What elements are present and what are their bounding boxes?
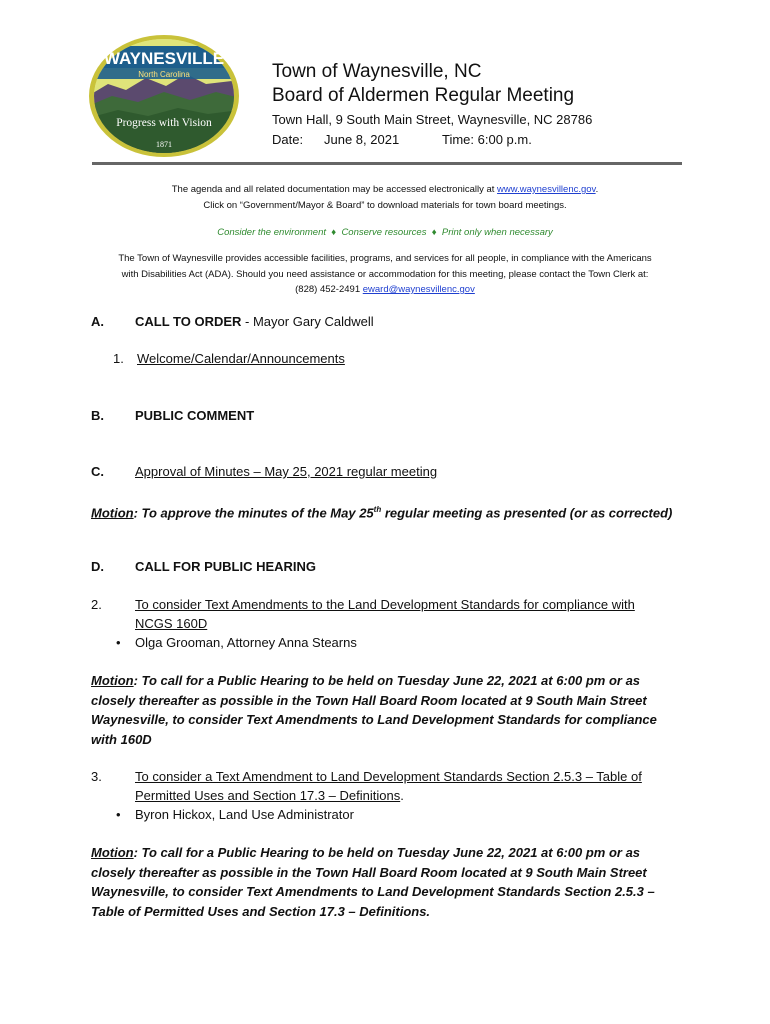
motion-line-2: closely thereafter as possible in the Town Hall Board Room located at 9 South Main Street (91, 692, 647, 708)
call-to-order: CALL TO ORDER (135, 314, 242, 329)
item-2-title-line-2: NCGS 160D (135, 616, 208, 631)
section-b-letter: B. (91, 408, 104, 423)
environment-notice (80, 225, 690, 241)
title-town: Town of Waynesville, NC (272, 61, 482, 82)
motion-text-end: regular meeting as presented (or as corrected) (381, 505, 673, 521)
motion-label: Motion (91, 673, 134, 688)
ada-line-1: The Town of Waynesville provides accessible facilities, programs, and services for all people, in compliance with the Americans (118, 253, 652, 264)
title-meeting: Board of Aldermen Regular Meeting (272, 85, 575, 106)
time-value: Time: 6:00 p.m. (442, 132, 532, 147)
motion-line-1: : To call for a Public Hearing to be held on Tuesday June 22, 2021 at 6:00 pm or as (133, 845, 641, 860)
clerk-email-link[interactable]: eward@waynesvillenc.gov (362, 284, 475, 295)
item-2-presenters: Olga Grooman, Attorney Anna Stearns (135, 635, 357, 650)
env-consider: Consider the environment (217, 227, 327, 238)
env-conserve: Conserve resources (341, 227, 427, 238)
website-link[interactable]: www.waynesvillenc.gov (497, 184, 596, 195)
mayor-name: - Mayor Gary Caldwell (241, 314, 374, 329)
bullet-icon: • (116, 807, 121, 822)
motion-line-3: Waynesville, to consider Text Amendments to Land Development Standards Section 2.5.3 – (91, 884, 655, 899)
access-suffix: . (595, 184, 599, 195)
diamond-icon: ♦ (429, 227, 440, 238)
ada-notice (80, 251, 690, 298)
motion-line-4: with 160D (91, 731, 152, 747)
access-text: The agenda and all related documentation may be accessed electronically at (171, 184, 498, 195)
page-title (272, 60, 574, 108)
meeting-datetime (272, 130, 592, 150)
item-3-title-line-2 (135, 786, 404, 805)
motion-item-3 (91, 843, 683, 921)
section-b-title: PUBLIC COMMENT (135, 408, 255, 423)
download-instructions: Click on “Government/Mayor & Board” to download materials for town board meetings. (203, 199, 567, 211)
item-1-title: Welcome/Calendar/Announcements (137, 351, 345, 366)
motion-label: Motion (91, 505, 134, 521)
item-3-number: 3. (91, 769, 102, 784)
logo-motto: Progress with Vision (116, 117, 212, 129)
access-notice (80, 182, 690, 213)
item-3-title-line-1: To consider a Text Amendment to Land Development Standards Section 2.5.3 – Table of (135, 769, 642, 784)
item-1-number: 1. (113, 351, 124, 366)
ada-line-2: with Disabilities Act (ADA). Should you need assistance or accommodation for this meeting, please contact the Town Clerk at: (121, 268, 649, 280)
bullet-icon: • (116, 635, 121, 650)
item-3-presenter: Byron Hickox, Land Use Administrator (135, 807, 354, 822)
motion-line-3: Waynesville, to consider Text Amendments to Land Development Standards for compliance (91, 712, 657, 727)
diamond-icon: ♦ (328, 227, 339, 238)
section-c-title: Approval of Minutes – May 25, 2021 regular meeting (135, 464, 438, 479)
motion-line-2: closely thereafter as possible in the Town Hall Board Room located at 9 South Main Street (91, 864, 647, 880)
item-2-title-line-1: To consider Text Amendments to the Land Development Standards for compliance with (135, 597, 635, 612)
logo-state: North Carolina (138, 70, 190, 79)
logo-town-name: WAYNESVILLE (103, 49, 225, 68)
item-3-title-end: . (400, 788, 404, 803)
meeting-details (272, 110, 592, 150)
section-d-title: CALL FOR PUBLIC HEARING (135, 559, 317, 574)
motion-item-2 (91, 671, 683, 749)
section-d-letter: D. (91, 559, 104, 574)
env-print: Print only when necessary (441, 227, 553, 238)
meeting-location: Town Hall, 9 South Main Street, Waynesville, NC 28786 (272, 112, 593, 127)
motion-minutes (91, 500, 683, 523)
motion-line-4: Table of Permitted Uses and Section 17.3 – Definitions. (91, 903, 431, 919)
motion-label: Motion (91, 845, 134, 860)
motion-sup: th (373, 505, 382, 514)
section-a-letter: A. (91, 314, 104, 329)
logo-year: 1871 (156, 140, 172, 149)
date-label: Date: (272, 132, 304, 147)
section-a-title (135, 312, 374, 331)
date-value: June 8, 2021 (324, 132, 400, 147)
clerk-phone: (828) 452-2491 (295, 284, 363, 295)
item-2-number: 2. (91, 597, 102, 612)
motion-text: : To approve the minutes of the May 25 (133, 505, 374, 521)
motion-line-1: : To call for a Public Hearing to be held on Tuesday June 22, 2021 at 6:00 pm or as (133, 673, 641, 688)
header-divider (92, 162, 682, 165)
item-3-title-text: Permitted Uses and Section 17.3 – Definitions (135, 788, 401, 803)
town-seal-logo (88, 34, 240, 158)
section-c-letter: C. (91, 464, 104, 479)
